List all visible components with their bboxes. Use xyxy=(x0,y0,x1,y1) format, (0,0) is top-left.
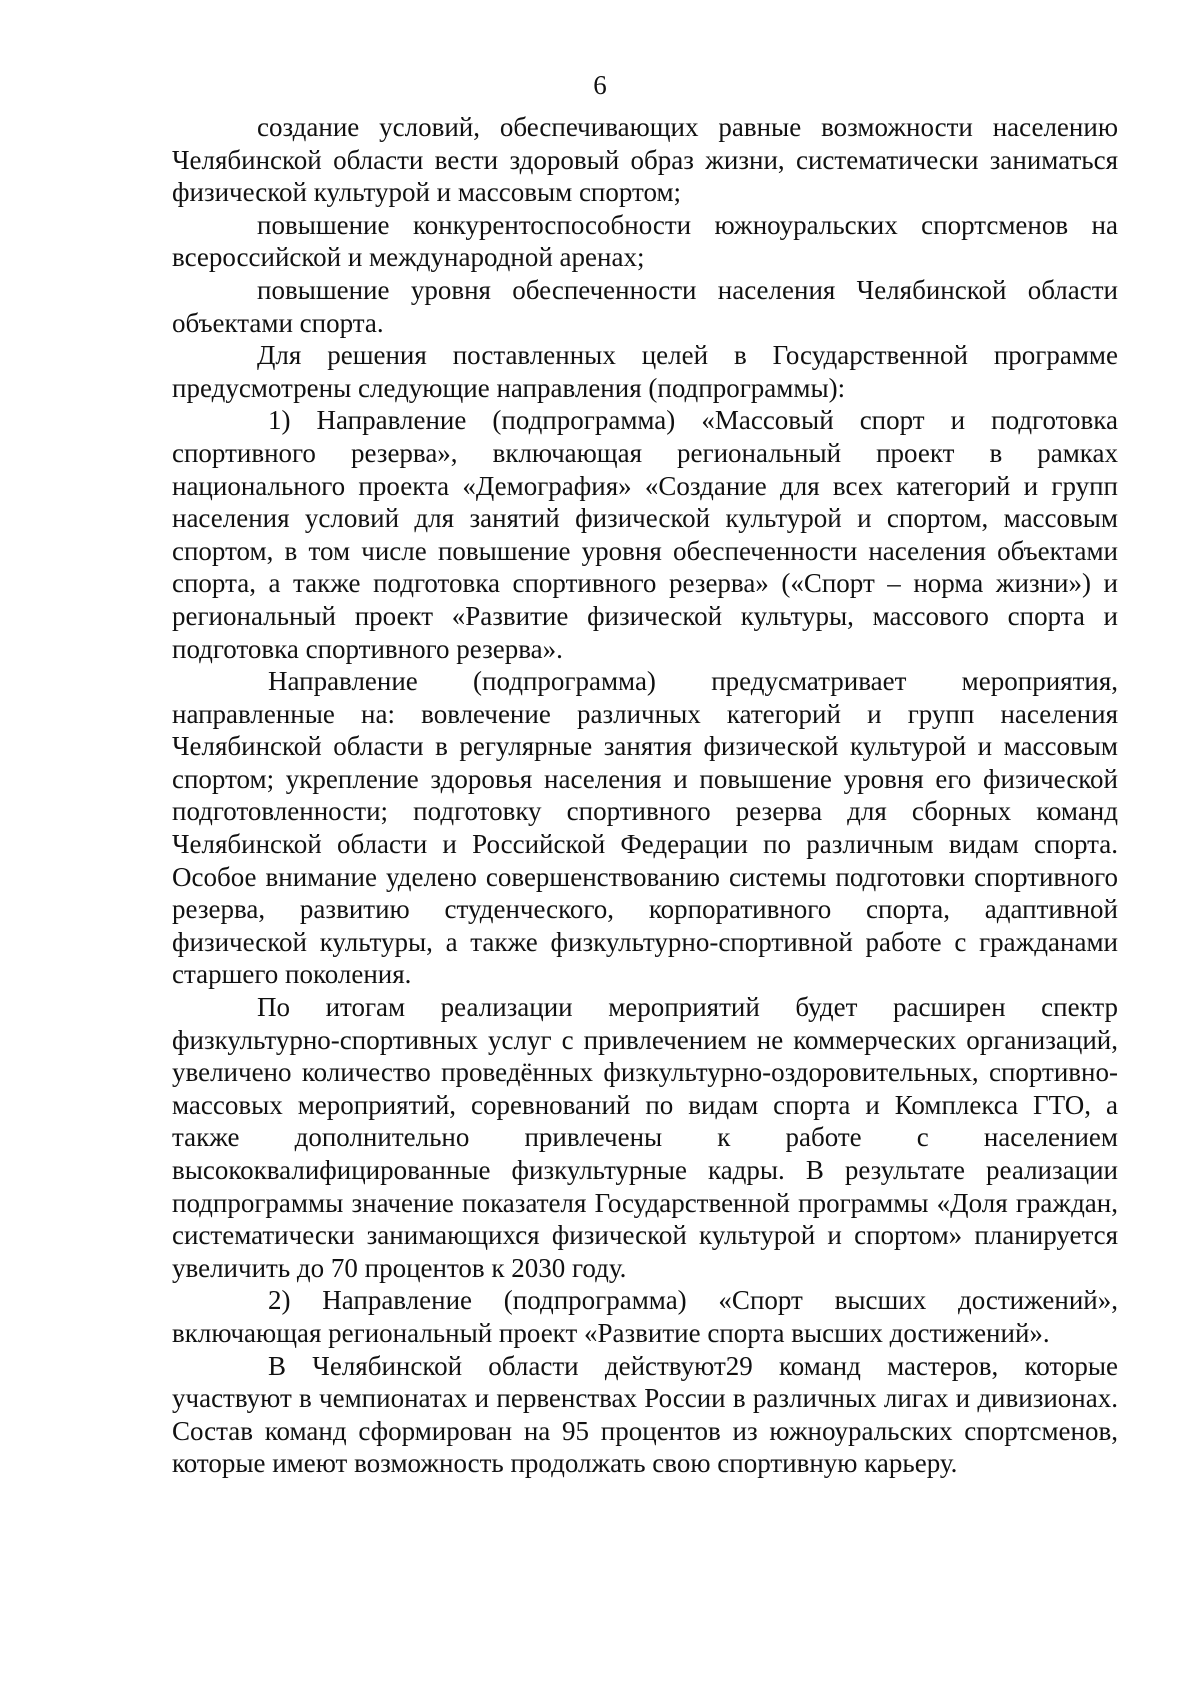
paragraph: создание условий, обеспечивающих равные возможности населению Челябинской области вести здоровый образ жизни, систематически заниматься физической культурой и массовым спортом; xyxy=(172,112,1118,208)
paragraph: 1) Направление (подпрограмма) «Массовый спорт и подготовка спортивного резерва», включающая региональный проект в рамках национального проекта «Демография» «Создание для всех категорий и групп населения условий для занятий физической культурой и спортом, массовым спортом, в том числе повышение уровня обеспеченности населения объектами спорта, а также подготовка спортивного резерва» («Спорт – норма жизни») и региональный проект «Развитие физической культуры, массового спорта и подготовка спортивного резерва». xyxy=(172,405,1118,664)
paragraph: повышение уровня обеспеченности населения Челябинской области объектами спорта. xyxy=(172,274,1118,338)
paragraph: По итогам реализации мероприятий будет расширен спектр физкультурно-спортивных услуг с привлечением не коммерческих организаций, увеличено количество проведённых физкультурно-оздоровительных, спортивно-массовых мероприятий, соревнований по видам спорта и Комплекса ГТО, а также дополнительно привлечены к работе с населением высококвалифицированные физкультурные кадры. В результате реализации подпрограммы значение показателя Государственной программы «Доля граждан, систематически занимающихся физической культурой и спортом» планируется увеличить до 70 процентов к 2030 году. xyxy=(172,992,1118,1283)
paragraph: Направление (подпрограмма) предусматривает мероприятия, направленные на: вовлечение различных категорий и групп населения Челябинской области в регулярные занятия физической культурой и массовым спортом; укрепление здоровья населения и повышение уровня его физической подготовленности; подготовку спортивного резерва для сборных команд Челябинской области и Российской Федерации по различным видам спорта. Особое внимание уделено совершенствованию системы подготовки спортивного резерва, развитию студенческого, корпоративного спорта, адаптивной физической культуры, а также физкультурно-спортивной работе с гражданами старшего поколения. xyxy=(172,666,1118,990)
paragraph: Для решения поставленных целей в Государственной программе предусмотрены следующие направления (подпрограммы): xyxy=(172,340,1118,403)
document-body xyxy=(172,111,1118,1480)
page-number: 6 xyxy=(593,70,607,100)
paragraph: повышение конкурентоспособности южноуральских спортсменов на всероссийской и международной аренах; xyxy=(172,209,1118,273)
paragraph: 2) Направление (подпрограмма) «Спорт высших достижений», включающая региональный проект «Развитие спорта высших достижений». xyxy=(172,1285,1118,1348)
paragraph: В Челябинской области действуют29 команд мастеров, которые участвуют в чемпионатах и первенствах России в различных лигах и дивизионах. Состав команд сформирован на 95 процентов из южноуральских спортсменов, которые имеют возможность продолжать свою спортивную карьеру. xyxy=(172,1350,1118,1479)
